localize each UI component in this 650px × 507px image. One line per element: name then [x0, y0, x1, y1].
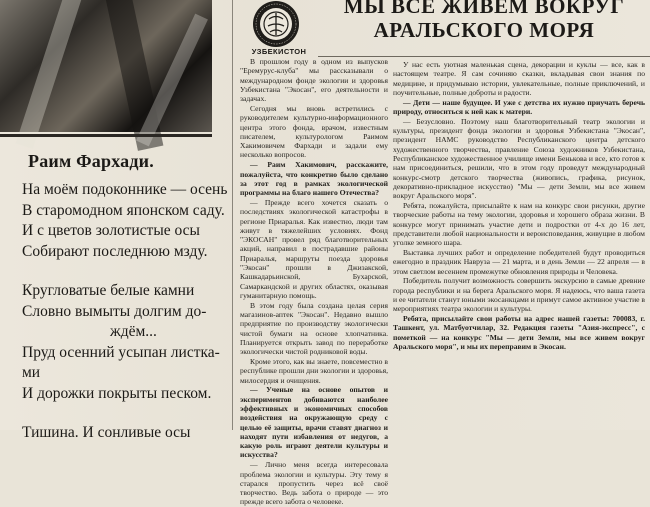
contest-address: Ребята, присылайте свои работы на адрес нашей газеты: 700083, г. Ташкент, ул. Матбуотчилар, 32. Редакция газеты "Азия-экспресс", с пометкой — на конкурс "Мы — дети Земли, мы все живем вокруг Аральского моря", и мы их переправим в Экосан. — [393, 314, 645, 351]
headline-line: АРАЛЬСКОГО МОРЯ — [373, 18, 595, 42]
poem-line: И с цветов золотистые осы — [22, 222, 200, 239]
poem-line: В старомодном японском саду. — [22, 201, 225, 219]
author-photo — [0, 0, 212, 132]
paragraph: — Прежде всего хочется сказать о последствиях экологической катастрофы в регионе Приаралья. Как известно, люди там живут в тяжелейших условиях. Фонд "ЭКОСАН" провел ряд благотворительных акций, направил в пострадавшие районы Приаралья, маршруты поезда здоровья "Экосан" прошли в Джизакской, Кашкадарьинской, Бухарской, Самаркандской и других областях, оказывая гуманитарную помощь. — [240, 197, 388, 300]
poem-line: Словно вымыты долгим до- — [22, 302, 207, 320]
logo-caption: УЗБЕКИСТОН — [251, 47, 307, 56]
poem-line: Кругловатые белые камни — [22, 282, 195, 299]
article-column-1 — [240, 57, 388, 507]
paragraph: — Лично меня всегда интересовала проблема экологии и культуры. Эту тему я старался пропустить через всё своё творчество. Ведь забота о природе — это прежде всего забота о человеке. — [240, 460, 388, 507]
poem-line: И дорожки покрыты песком. — [22, 384, 212, 402]
poem-line: Тишина. И сонливые осы — [22, 424, 191, 441]
headline-line: МЫ ВСЕ ЖИВЕМ ВОКРУГ — [343, 0, 625, 18]
poem-line: Собирают последнюю мзду. — [22, 242, 208, 260]
ecosan-logo-icon — [250, 0, 302, 50]
interview-question: — Раим Хакимович, расскажите, пожалуйста, что конкретно было сделано за этот год в рамках экологической программы на благо нашего Отечества? — [240, 160, 388, 198]
poem-line: Пруд осенний усыпан листка- — [22, 343, 220, 361]
poem-author: Раим Фархади. — [28, 151, 154, 171]
poem — [22, 180, 230, 444]
article-column-2 — [393, 60, 645, 430]
poem-line: На моём подоконнике — осень — [22, 181, 228, 198]
poem-line: ждём... — [110, 323, 157, 340]
paragraph: В прошлом году в одном из выпусков "Еремурус-клуба" мы рассказывали о международном фонде экологии и здоровья Узбекистана "Экосан", его деятельности и задачах. — [240, 57, 388, 104]
paragraph: Победитель получит возможность совершить экскурсию в самые древние города республики и на берега Аральского моря. Я надеюсь, что ваша газета и ее читатели станут юными экосанкцами и примут самое активное участие в мероприятиях театра экологии и культуры. — [393, 276, 645, 314]
paragraph: Ребята, пожалуйста, присылайте к нам на конкурс свои рисунки, другие творческие работы на тему экологии, здоровья и хорошего образа жизни. В конкурсе могут принимать участие дети и подростки от 4-х до 16 лет, представители любой национальности и вероисповедания, живущие в любом уголке земного шара. — [393, 200, 645, 248]
column-divider — [232, 0, 233, 430]
paragraph: В этом году была создана целая серия магазинов-аптек "Экосан". Недавно вышло предприятие по производству экологически чистой бумаги на основе хлопчатника. Планируется открыть завод по переработке экологически чистой родниковой воды. — [240, 300, 388, 357]
article-headline — [318, 0, 650, 42]
paragraph: Сегодня мы вновь встретились с руководителем культурно-информационного центра этого фонда, врачом, известным писателем, культурологом Раимом Хакимовичем Фархади и задали ему несколько вопросов. — [240, 103, 388, 160]
paragraph: — Безусловно. Поэтому наш благотворительный театр экологии и культуры, президент фонда экологии и здоровья Узбекистана "Экосан", президент НАМС руководство Республиканского центра детского художественного творчества, правление Союза художников Узбекистана, Республиканское художественное училище имени Бенькова и все, кто готов к нам присоединиться, решили, что в этом году проведут международный конкурс-смотр детского творчества (живопись, графика, рисунок, декоративно-прикладное искусство) "Мы — дети Земли, мы все живем вокруг Аральского моря". — [393, 116, 645, 201]
interview-question: — Ученые на основе опытов и экспериментов добиваются наиболее эффективных и экономичных способов воздействия на окружающую среду с целью её защиты, врачи ставят диагноз и находят пути избавления от недугов, а какую роль играют деятели культуры и искусства? — [240, 385, 388, 460]
photo-rule — [0, 134, 212, 137]
poem-line: ми — [22, 364, 41, 381]
interview-question: — Дети — наше будущее. И уже с детства их нужно приучать беречь природу, относиться к ней как к матери. — [393, 97, 645, 116]
paragraph: Кроме этого, как вы знаете, повсеместно в республике прошли дни экологии и здоровья, милосердия и очищения. — [240, 357, 388, 385]
paragraph: Выставка лучших работ и определение победителей будут проводиться ежегодно в праздник Навруза — 21 марта, и в день Земли — 22 апреля — в этом светлом весеннем промежутке обновления природы и Человека. — [393, 247, 645, 276]
paragraph: У нас есть уютная маленькая сцена, декорации и куклы — все, как в настоящем театре. Я сам сочиняю сказки, вкладывая свои знания по медицине, и придумываю истории, увлекательные, полные приключений, и поучительные, полные доброты и радости. — [393, 60, 645, 97]
